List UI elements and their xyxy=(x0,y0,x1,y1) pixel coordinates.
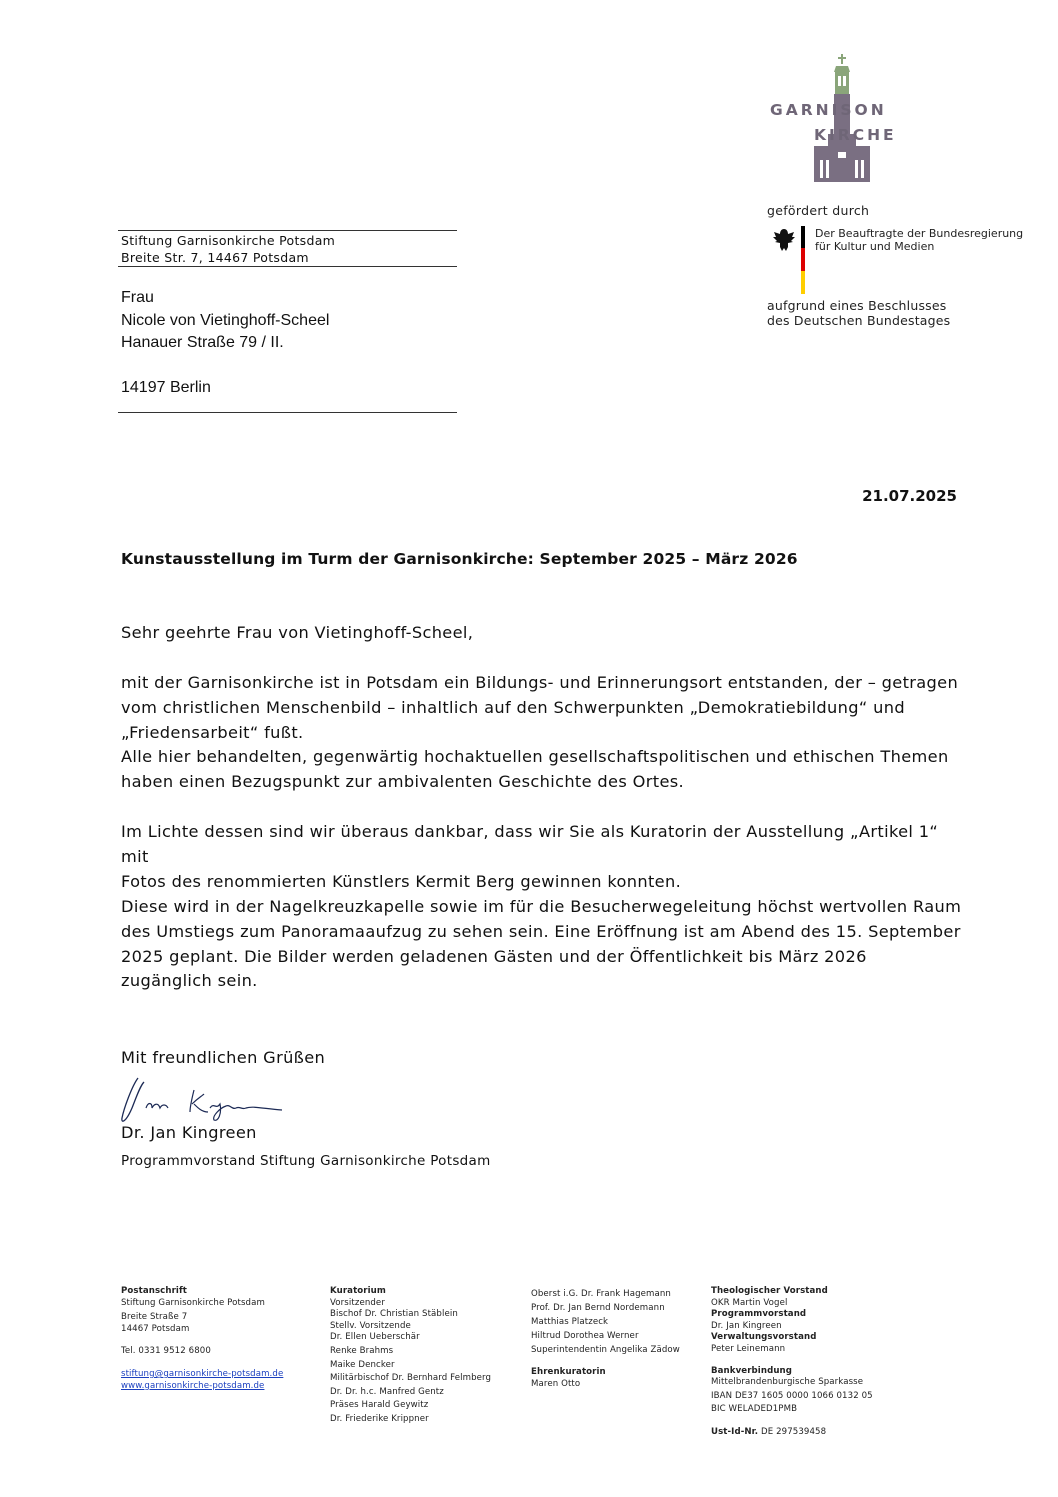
footer-kuratorium-cont-line-4: Hiltrud Dorothea Werner xyxy=(531,1331,639,1342)
signer-name: Dr. Jan Kingreen xyxy=(121,1123,257,1142)
footer-prog-heading: Programmvorstand xyxy=(711,1309,807,1320)
address-bottom-rule xyxy=(118,412,457,413)
garnisonkirche-logo xyxy=(766,52,926,184)
paragraph-3-line-1: Diese wird in der Nagelkreuzkapelle sowie im für die Besucherwegeleitung höchst wertvollen Raum xyxy=(121,897,962,916)
footer-ust xyxy=(711,1427,873,1439)
paragraph-1 xyxy=(121,671,971,795)
paragraph-2-line-1: Im Lichte dessen sind wir überaus dankbar, dass wir Sie als Kuratorin der Ausstellung „Artikel 1“ mit xyxy=(121,822,939,866)
paragraph-2 xyxy=(121,820,971,894)
footer-kuratorium-line-7: Militärbischof Dr. Bernhard Felmberg xyxy=(330,1373,492,1384)
footer-bank-name: Mittelbrandenburgische Sparkasse xyxy=(711,1377,864,1388)
footer-phone: Tel. 0331 9512 6800 xyxy=(121,1346,211,1357)
footer-kuratorium-heading: Kuratorium xyxy=(330,1286,386,1296)
footer-postal-line-3: 14467 Potsdam xyxy=(121,1323,190,1334)
bkm-line-1: Der Beauftragte der Bundesregierung xyxy=(815,227,1024,240)
footer-ehren-heading: Ehrenkuratorin xyxy=(531,1366,606,1377)
recipient-street: Hanauer Straße 79 / II. xyxy=(121,334,284,351)
footer-vorstand xyxy=(711,1286,873,1439)
bundestag-note-line-1: aufgrund eines Beschlusses xyxy=(767,298,947,313)
footer-bic: BIC WELADED1PMB xyxy=(711,1404,798,1415)
paragraph-2-line-2: Fotos des renommierten Künstlers Kermit Berg gewinnen konnten. xyxy=(121,871,682,891)
closing-phrase: Mit freundlichen Grüßen xyxy=(121,1048,326,1067)
footer-kuratorium-line-3: Stellv. Vorsitzende xyxy=(330,1320,411,1331)
footer-kuratorium-cont-line-3: Matthias Platzeck xyxy=(531,1317,609,1328)
bundestag-note xyxy=(767,298,950,328)
recipient-name: Nicole von Vietinghoff-Scheel xyxy=(121,311,330,329)
bkm-label xyxy=(815,227,1023,253)
footer-postal xyxy=(121,1286,283,1392)
recipient-salutation: Frau xyxy=(121,289,154,306)
paragraph-1-line-5: haben einen Bezugspunkt zur ambivalenten Geschichte des Ortes. xyxy=(121,772,685,792)
sender-line-1: Stiftung Garnisonkirche Potsdam xyxy=(121,233,336,248)
footer-postal-heading: Postanschrift xyxy=(121,1286,188,1296)
federal-eagle-icon xyxy=(770,227,798,253)
footer-kuratorium-line-2: Bischof Dr. Christian Stäblein xyxy=(330,1309,458,1320)
handwritten-signature xyxy=(110,1068,300,1128)
signer-role: Programmvorstand Stiftung Garnisonkirche Potsdam xyxy=(121,1153,491,1169)
footer-kuratorium-cont-line-2: Prof. Dr. Jan Bernd Nordemann xyxy=(531,1303,665,1314)
footer-web-link[interactable]: www.garnisonkirche-potsdam.de xyxy=(121,1380,265,1391)
footer-kuratorium-cont-line-1: Oberst i.G. Dr. Frank Hagemann xyxy=(531,1289,671,1299)
footer-ust-label: Ust-Id-Nr. xyxy=(711,1426,759,1437)
footer-iban: IBAN DE37 1605 0000 1066 0132 05 xyxy=(711,1390,873,1401)
logo-text-garnison: GARNISON xyxy=(770,101,887,119)
footer-bank-heading: Bankverbindung xyxy=(711,1365,793,1376)
footer-kuratorium xyxy=(330,1286,491,1426)
paragraph-1-line-1: mit der Garnisonkirche ist in Potsdam ein Bildungs- und Erinnerungsort entstanden, der – getragen xyxy=(121,673,959,692)
footer-email-link[interactable]: stiftung@garnisonkirche-potsdam.de xyxy=(121,1368,284,1379)
paragraph-3 xyxy=(121,895,971,994)
sender-line-2: Breite Str. 7, 14467 Potsdam xyxy=(121,250,309,265)
footer-kuratorium-line-6: Maike Dencker xyxy=(330,1359,395,1370)
footer-kuratorium-line-10: Dr. Friederike Krippner xyxy=(330,1413,429,1424)
footer-kuratorium-line-5: Renke Brahms xyxy=(330,1345,394,1356)
footer-theo-heading: Theologischer Vorstand xyxy=(711,1286,828,1296)
footer-postal-line-1: Stiftung Garnisonkirche Potsdam xyxy=(121,1297,265,1308)
funding-label: gefördert durch xyxy=(767,203,870,218)
footer-ust-value: DE 297539458 xyxy=(761,1426,827,1437)
address-top-rule xyxy=(118,230,457,231)
greeting: Sehr geehrte Frau von Vietinghoff-Scheel, xyxy=(121,623,474,642)
footer-verw-name: Peter Leinemann xyxy=(711,1343,786,1354)
recipient-city: 14197 Berlin xyxy=(121,379,211,396)
footer-verw-heading: Verwaltungsvorstand xyxy=(711,1332,817,1343)
sender-rule xyxy=(118,266,457,267)
german-flag-bar xyxy=(801,226,805,294)
letter-date: 21.07.2025 xyxy=(862,487,957,505)
paragraph-1-line-4: Alle hier behandelten, gegenwärtig hochaktuellen gesellschaftspolitischen und ethischen Themen xyxy=(121,747,949,767)
paragraph-3-line-3: 2025 geplant. Die Bilder werden geladenen Gästen und der Öffentlichkeit bis März 2026 xyxy=(121,946,867,966)
paragraph-1-line-3: „Friedensarbeit“ fußt. xyxy=(121,722,304,742)
recipient-address xyxy=(121,287,329,400)
footer-kuratorium-line-9: Präses Harald Geywitz xyxy=(330,1400,429,1411)
footer-ehren-name: Maren Otto xyxy=(531,1378,581,1389)
footer-postal-line-2: Breite Straße 7 xyxy=(121,1312,188,1323)
footer-theo-name: OKR Martin Vogel xyxy=(711,1297,788,1308)
paragraph-1-line-2: vom christlichen Menschenbild – inhaltlich auf den Schwerpunkten „Demokratiebildung“ und xyxy=(121,697,905,717)
sender-address xyxy=(121,232,457,266)
footer-kuratorium-line-8: Dr. Dr. h.c. Manfred Gentz xyxy=(330,1386,444,1397)
footer-kuratorium-continued xyxy=(531,1289,680,1390)
footer-kuratorium-line-4: Dr. Ellen Ueberschär xyxy=(330,1332,420,1343)
paragraph-3-line-2: des Umstiegs zum Panoramaaufzug zu sehen sein. Eine Eröffnung ist am Abend des 15. September xyxy=(121,921,961,941)
footer-kuratorium-cont-line-5: Superintendentin Angelika Zädow xyxy=(531,1345,680,1356)
footer-kuratorium-line-1: Vorsitzender xyxy=(330,1297,385,1308)
bundestag-note-line-2: des Deutschen Bundestages xyxy=(767,313,951,328)
logo-text-kirche: KIRCHE xyxy=(814,126,897,144)
paragraph-3-line-4: zugänglich sein. xyxy=(121,971,258,991)
bkm-line-2: für Kultur und Medien xyxy=(815,240,935,253)
letter-subject: Kunstausstellung im Turm der Garnisonkirche: September 2025 – März 2026 xyxy=(121,550,798,568)
footer-prog-name: Dr. Jan Kingreen xyxy=(711,1320,782,1331)
